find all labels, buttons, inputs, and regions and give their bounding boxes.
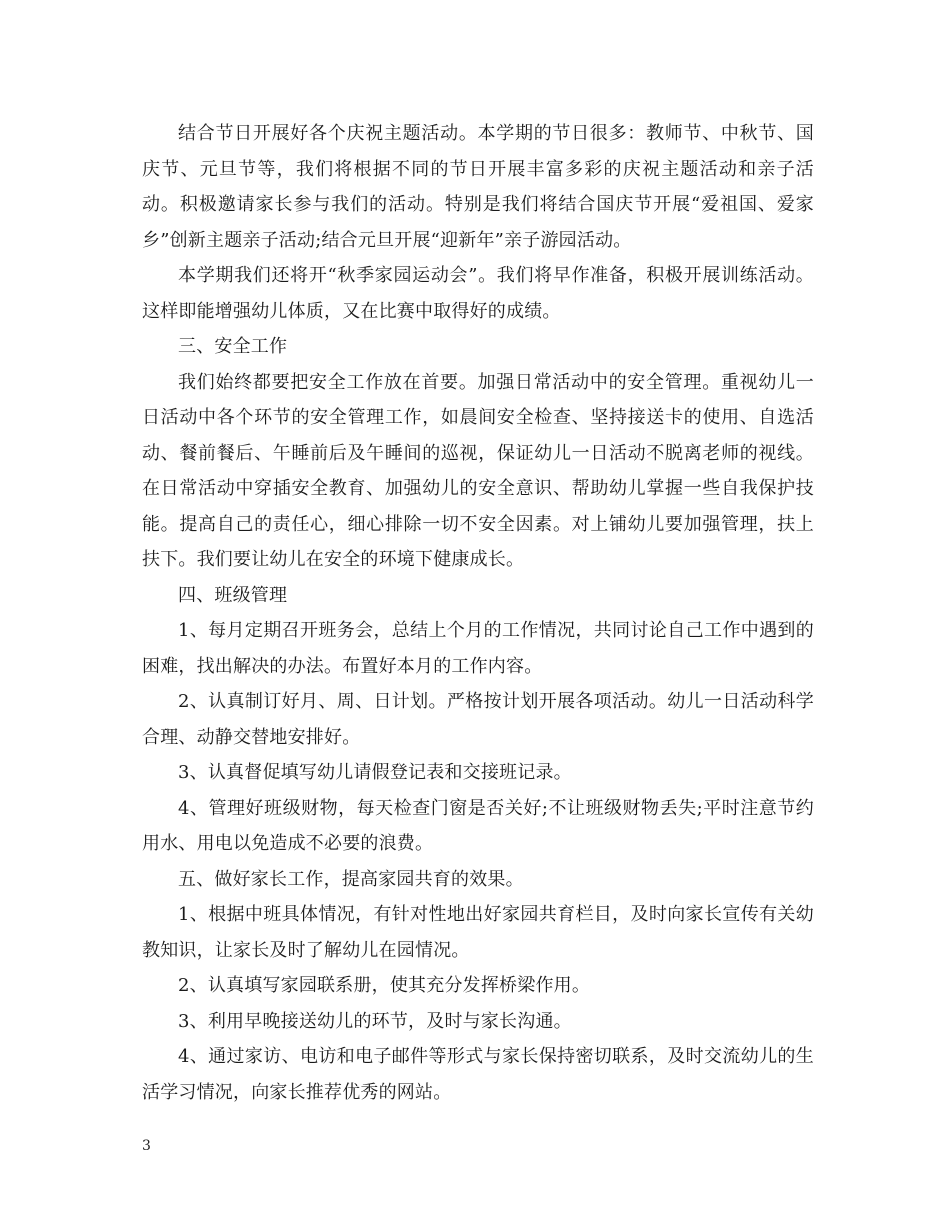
document-body xyxy=(142,116,814,1110)
page-number: 3 xyxy=(142,1138,151,1154)
paragraph-festival-activities: 结合节日开展好各个庆祝主题活动。本学期的节日很多：教师节、中秋节、国庆节、元旦节等，我们将根据不同的节日开展丰富多彩的庆祝主题活动和亲子活动。积极邀请家长参与我们的活动。特别是我们将结合国庆节开展“爱祖国、爱家乡”创新主题亲子活动;结合元旦开展“迎新年”亲子游园活动。 xyxy=(142,123,814,251)
paragraph-parent-item-1: 1、根据中班具体情况，有针对性地出好家园共育栏目，及时向家长宣传有关幼教知识，让家长及时了解幼儿在园情况。 xyxy=(142,904,814,961)
paragraph-parent-item-4: 4、通过家访、电访和电子邮件等形式与家长保持密切联系，及时交流幼儿的生活学习情况，向家长推荐优秀的网站。 xyxy=(142,1046,814,1103)
paragraph-parent-item-3: 3、利用早晚接送幼儿的环节，及时与家长沟通。 xyxy=(178,1010,572,1032)
paragraph-parent-item-2: 2、认真填写家园联系册，使其充分发挥桥梁作用。 xyxy=(178,975,591,996)
section-heading-safety: 三、安全工作 xyxy=(178,336,288,357)
paragraph-class-item-2: 2、认真制订好月、周、日计划。严格按计划开展各项活动。幼儿一日活动科学合理、动静交替地安排好。 xyxy=(142,691,814,748)
paragraph-sports-meeting: 本学期我们还将开“秋季家园运动会”。我们将早作准备，积极开展训练活动。这样即能增强幼儿体质，又在比赛中取得好的成绩。 xyxy=(142,265,814,322)
section-heading-parent-work: 五、做好家长工作，提高家园共育的效果。 xyxy=(178,868,524,890)
paragraph-class-item-1: 1、每月定期召开班务会，总结上个月的工作情况，共同讨论自己工作中遇到的困难，找出解决的办法。布置好本月的工作内容。 xyxy=(142,620,814,677)
paragraph-safety-work: 我们始终都要把安全工作放在首要。加强日常活动中的安全管理。重视幼儿一日活动中各个环节的安全管理工作，如晨间安全检查、坚持接送卡的使用、自选活动、餐前餐后、午睡前后及午睡间的巡视，保证幼儿一日活动不脱离老师的视线。在日常活动中穿插安全教育、加强幼儿的安全意识、帮助幼儿掌握一些自我保护技能。提高自己的责任心，细心排除一切不安全因素。对上铺幼儿要加强管理，扶上扶下。我们要让幼儿在安全的环境下健康成长。 xyxy=(142,371,814,570)
section-heading-class-management: 四、班级管理 xyxy=(178,584,288,606)
paragraph-class-item-4: 4、管理好班级财物，每天检查门窗是否关好;不让班级财物丢失;平时注意节约用水、用电以免造成不必要的浪费。 xyxy=(142,797,814,854)
paragraph-class-item-3: 3、认真督促填写幼儿请假登记表和交接班记录。 xyxy=(178,762,572,783)
